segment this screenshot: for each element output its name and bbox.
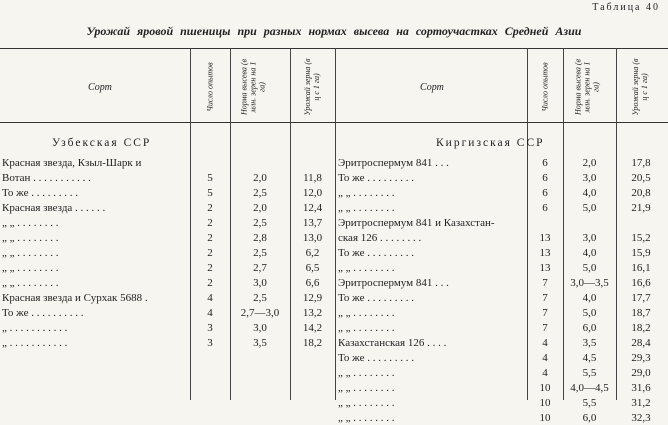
table-cell-sort: „ „ . . . . . . . . xyxy=(338,307,395,319)
table-cell-yield: 11,8 xyxy=(303,172,322,184)
table-cell-trials: 2 xyxy=(207,247,213,259)
table-cell-trials: 4 xyxy=(542,367,548,379)
table-cell-norm: 3,5 xyxy=(253,337,267,349)
table-cell-trials: 7 xyxy=(542,307,548,319)
table-cell-trials: 2 xyxy=(207,262,213,274)
table-cell-sort: То же . . . . . . . . . xyxy=(2,187,78,199)
table-cell-yield: 28,4 xyxy=(631,337,651,349)
table-cell-yield: 13,0 xyxy=(302,232,323,244)
header-rule xyxy=(0,122,668,123)
region-right: Киргизская ССР xyxy=(436,137,545,149)
table-cell-norm: 3,0 xyxy=(582,172,597,184)
table-cell-yield: 6,5 xyxy=(305,262,320,274)
table-cell-norm: 2,8 xyxy=(253,232,267,244)
table-cell-sort: „ „ . . . . . . . . xyxy=(2,262,59,274)
table-number: Таблица 40 xyxy=(592,2,660,13)
table-cell-norm: 3,0 xyxy=(582,232,597,244)
table-cell-norm: 3,0—3,5 xyxy=(570,277,609,289)
table-cell-sort: То же . . . . . . . . . xyxy=(338,172,414,184)
table-cell-yield: 18,7 xyxy=(631,307,651,319)
table-cell-yield: 20,8 xyxy=(631,187,651,199)
table-cell-yield: 12,0 xyxy=(302,187,323,199)
table-cell-trials: 2 xyxy=(207,277,213,289)
table-cell-norm: 4,0 xyxy=(582,247,597,259)
table-cell-trials: 13 xyxy=(539,232,551,244)
table-cell-norm: 4,0 xyxy=(582,187,597,199)
table-cell-sort: Эритроспермум 841 . . . xyxy=(338,277,449,289)
table-cell-yield: 31,2 xyxy=(631,397,651,409)
table-cell-trials: 5 xyxy=(207,187,213,199)
table-cell-trials: 13 xyxy=(539,262,551,274)
table-cell-sort: То же . . . . . . . . . xyxy=(338,352,414,364)
table-cell-sort: Эритроспермум 841 . . . xyxy=(338,157,449,169)
table-cell-trials: 4 xyxy=(542,352,548,364)
table-cell-trials: 6 xyxy=(542,202,548,214)
table-cell-norm: 5,5 xyxy=(582,397,597,409)
header-sort-right: Сорт xyxy=(420,82,444,93)
table-cell-sort: „ „ . . . . . . . . xyxy=(338,187,395,199)
table-cell-norm: 6,0 xyxy=(582,412,597,424)
header-norm-right: Норма высева (в млн. зерен на 1 га) xyxy=(573,59,601,115)
table-cell-yield: 31,6 xyxy=(631,382,651,394)
table-cell-sort: „ . . . . . . . . . . . xyxy=(2,337,68,349)
table-cell-sort: То же . . . . . . . . . xyxy=(338,292,414,304)
table-cell-norm: 5,0 xyxy=(582,307,597,319)
table-cell-yield: 18,2 xyxy=(302,337,323,349)
header-yield-left: Урожай зерна (в ц с 1 га) xyxy=(303,58,321,116)
table-cell-norm: 2,0 xyxy=(582,157,597,169)
table-cell-sort: Эритроспермум 841 и Казахстан- xyxy=(338,217,495,229)
table-cell-norm: 6,0 xyxy=(582,322,597,334)
top-rule xyxy=(0,48,668,49)
table-cell-sort: Вотан . . . . . . . . . . . xyxy=(2,172,91,184)
header-trials-left: Число опытов xyxy=(205,62,215,112)
table-cell-trials: 6 xyxy=(542,187,548,199)
table-cell-sort: Красная звезда и Сурхак 5688 . xyxy=(2,292,148,304)
table-cell-sort: То же . . . . . . . . . . xyxy=(2,307,84,319)
table-cell-norm: 2,5 xyxy=(253,217,267,229)
table-cell-sort: ская 126 . . . . . . . . xyxy=(338,232,422,244)
table-cell-norm: 3,0 xyxy=(253,322,267,334)
table-cell-sort: „ „ . . . . . . . . xyxy=(338,367,395,379)
table-cell-sort: „ „ . . . . . . . . xyxy=(338,322,395,334)
header-trials-right: Число опытов xyxy=(540,62,550,112)
table-cell-norm: 4,0—4,5 xyxy=(570,382,609,394)
table-cell-norm: 2,5 xyxy=(253,292,267,304)
table-cell-trials: 7 xyxy=(542,277,548,289)
table-cell-norm: 2,7 xyxy=(253,262,267,274)
table-cell-sort: Красная звезда, Кзыл-Шарк и xyxy=(2,157,142,169)
table-cell-yield: 32,3 xyxy=(631,412,651,424)
table-cell-trials: 3 xyxy=(207,322,213,334)
table-cell-norm: 3,0 xyxy=(253,277,267,289)
region-left: Узбекская ССР xyxy=(52,137,152,149)
table-cell-yield: 18,2 xyxy=(631,322,651,334)
col-rule xyxy=(335,48,336,400)
table-cell-yield: 29,0 xyxy=(631,367,651,379)
table-cell-sort: „ „ . . . . . . . . xyxy=(338,382,395,394)
table-cell-norm: 2,7—3,0 xyxy=(240,307,280,319)
table-cell-norm: 2,5 xyxy=(253,247,267,259)
table-cell-yield: 12,4 xyxy=(302,202,323,214)
table-cell-norm: 4,5 xyxy=(582,352,597,364)
table-cell-yield: 16,1 xyxy=(631,262,651,274)
table-cell-sort: „ „ . . . . . . . . xyxy=(338,412,395,424)
table-cell-sort: „ „ . . . . . . . . xyxy=(2,217,59,229)
table-cell-trials: 13 xyxy=(539,247,551,259)
table-cell-yield: 21,9 xyxy=(631,202,651,214)
table-cell-norm: 5,0 xyxy=(582,202,597,214)
table-cell-trials: 10 xyxy=(539,397,551,409)
table-cell-sort: „ „ . . . . . . . . xyxy=(338,262,395,274)
table-cell-yield: 12,9 xyxy=(302,292,323,304)
table-cell-trials: 4 xyxy=(207,307,213,319)
table-cell-sort: „ „ . . . . . . . . xyxy=(2,247,59,259)
table-cell-yield: 20,5 xyxy=(631,172,651,184)
table-cell-yield: 15,9 xyxy=(631,247,651,259)
table-cell-trials: 3 xyxy=(207,337,213,349)
table-cell-norm: 3,5 xyxy=(582,337,597,349)
table-cell-yield: 6,2 xyxy=(305,247,320,259)
table-cell-norm: 2,0 xyxy=(253,172,267,184)
table-cell-trials: 10 xyxy=(539,382,551,394)
table-cell-sort: То же . . . . . . . . . xyxy=(338,247,414,259)
table-cell-trials: 2 xyxy=(207,232,213,244)
table-cell-sort: „ „ . . . . . . . . xyxy=(338,397,395,409)
table-cell-trials: 2 xyxy=(207,217,213,229)
table-cell-sort: „ „ . . . . . . . . xyxy=(2,232,59,244)
table-cell-yield: 15,2 xyxy=(631,232,651,244)
table-cell-yield: 17,8 xyxy=(631,157,651,169)
table-cell-sort: „ . . . . . . . . . . . xyxy=(2,322,68,334)
table-cell-sort: „ „ . . . . . . . . xyxy=(2,277,59,289)
table-cell-trials: 4 xyxy=(542,337,548,349)
table-cell-yield: 13,2 xyxy=(302,307,323,319)
table-cell-norm: 2,0 xyxy=(253,202,267,214)
table-cell-yield: 17,7 xyxy=(631,292,651,304)
table-cell-trials: 7 xyxy=(542,292,548,304)
table-cell-norm: 4,0 xyxy=(582,292,597,304)
table-cell-trials: 2 xyxy=(207,202,213,214)
table-cell-trials: 4 xyxy=(207,292,213,304)
table-cell-yield: 29,3 xyxy=(631,352,651,364)
table-cell-yield: 16,6 xyxy=(631,277,651,289)
table-cell-sort: Красная звезда . . . . . . xyxy=(2,202,106,214)
table-cell-yield: 13,7 xyxy=(302,217,323,229)
header-sort-left: Сорт xyxy=(88,82,112,93)
table-cell-yield: 6,6 xyxy=(305,277,320,289)
table-cell-trials: 6 xyxy=(542,172,548,184)
table-caption: Урожай яровой пшеницы при разных нормах высева на сортоучастках Средней Азии xyxy=(86,24,582,38)
header-norm-left: Норма высева (в млн. зерен на 1 га) xyxy=(239,59,267,115)
header-yield-right: Урожай зерна (в ц с 1 га) xyxy=(631,58,649,116)
table-cell-trials: 5 xyxy=(207,172,213,184)
table-cell-sort: Казахстанская 126 . . . . xyxy=(338,337,447,349)
table-cell-norm: 5,0 xyxy=(582,262,597,274)
table-cell-trials: 6 xyxy=(542,157,548,169)
table-cell-trials: 10 xyxy=(539,412,551,424)
table-cell-trials: 7 xyxy=(542,322,548,334)
table-cell-norm: 2,5 xyxy=(253,187,267,199)
table-cell-yield: 14,2 xyxy=(302,322,323,334)
table-cell-sort: „ „ . . . . . . . . xyxy=(338,202,395,214)
table-cell-norm: 5,5 xyxy=(582,367,597,379)
